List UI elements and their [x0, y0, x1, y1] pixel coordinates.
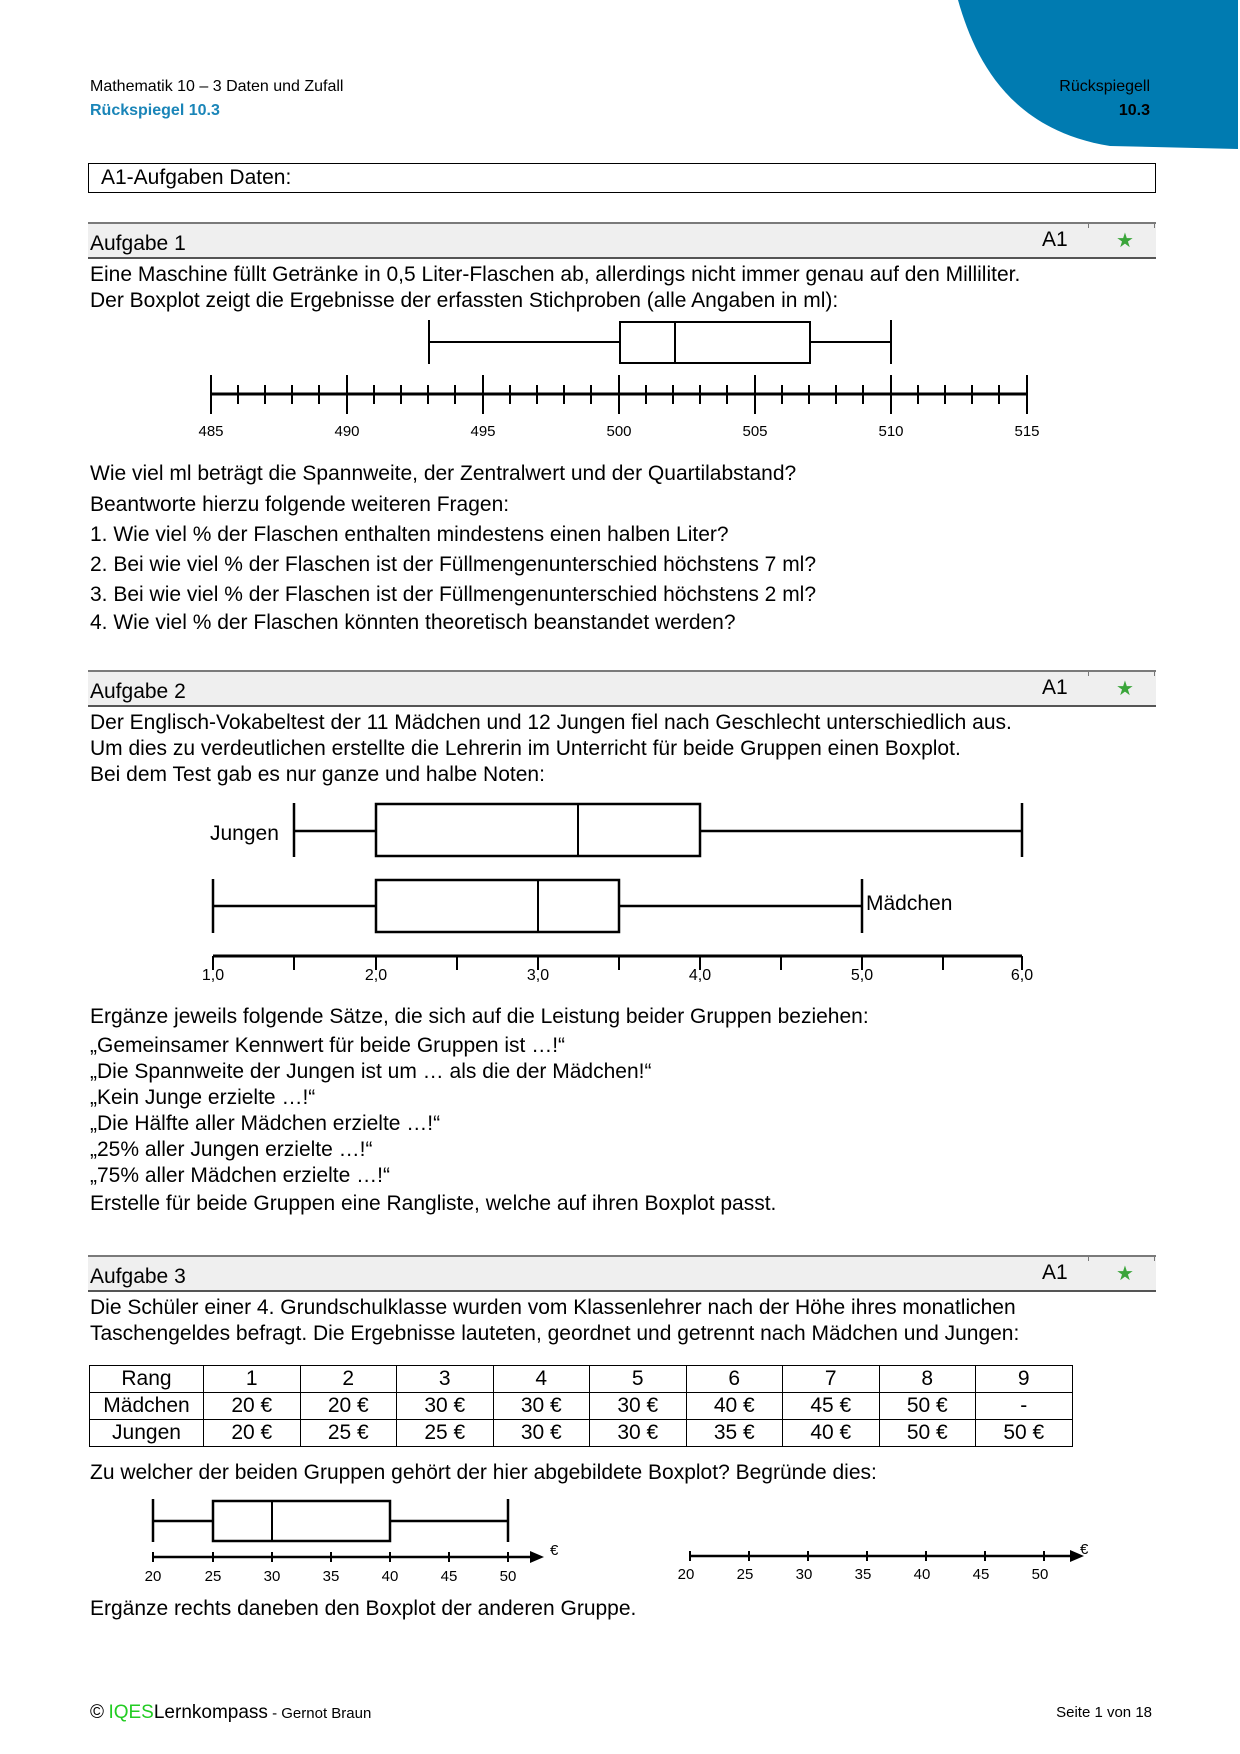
table-row [90, 1393, 1073, 1420]
tick-label: 510 [878, 423, 904, 440]
section-title: A1-Aufgaben Daten: [88, 163, 1156, 193]
task-1-question: 4. Wie viel % der Flaschen könnten theoretisch beanstandet werden? [90, 611, 736, 634]
tick-label: 515 [1014, 423, 1040, 440]
star-icon: ★ [1116, 678, 1134, 700]
tick-label: 495 [470, 423, 496, 440]
task-3-final: Ergänze rechts daneben den Boxplot der anderen Gruppe. [90, 1597, 637, 1620]
page-number: Seite 1 von 18 [1056, 1704, 1152, 1721]
table-cell: 50 € [976, 1420, 1073, 1447]
level-badge: A1 [1042, 676, 1068, 699]
tick-label: 25 [736, 1566, 754, 1583]
table-cell: 7 [783, 1366, 880, 1393]
tick-label: 5,0 [850, 967, 874, 984]
table-cell: Mädchen [90, 1393, 204, 1420]
task-title: Aufgabe 1 [90, 232, 186, 255]
task-3-question: Zu welcher der beiden Gruppen gehört der hier abgebildete Boxplot? Begründe dies: [90, 1461, 877, 1484]
table-cell: 4 [493, 1366, 590, 1393]
table-cell: 30 € [397, 1393, 494, 1420]
tick-label: 3,0 [526, 967, 550, 984]
task-2-intro-2: Um dies zu verdeutlichen erstellte die Lehrerin im Unterricht für beide Gruppen einen Boxplot. [90, 737, 961, 760]
tick-label: 45 [972, 1566, 990, 1583]
tick-label: 30 [795, 1566, 813, 1583]
tick-label: 50 [499, 1568, 517, 1585]
table-cell: 3 [397, 1366, 494, 1393]
tick-label: 1,0 [201, 967, 225, 984]
tick-label: 6,0 [1010, 967, 1034, 984]
divider [1154, 672, 1155, 676]
corner-label: Rückspiegell [1059, 78, 1150, 95]
task-1-question: Beantworte hierzu folgende weiteren Fragen: [90, 493, 510, 516]
label-jungen: Jungen [210, 822, 279, 845]
tick-label: 40 [381, 1568, 399, 1585]
table-cell: 50 € [879, 1420, 976, 1447]
table-cell: 40 € [783, 1420, 880, 1447]
brand-iqes: IQES [108, 1702, 154, 1723]
table-cell: 50 € [879, 1393, 976, 1420]
task-1-intro-2: Der Boxplot zeigt die Ergebnisse der erfassten Stichproben (alle Angaben in ml): [90, 289, 839, 312]
task-2-intro-3: Bei dem Test gab es nur ganze und halbe Noten: [90, 763, 545, 786]
tick-label: 25 [204, 1568, 222, 1585]
tick-label: 500 [606, 423, 632, 440]
table-cell: 30 € [493, 1393, 590, 1420]
brand-lernkompass: Lernkompass [153, 1702, 268, 1723]
task-1-question: 3. Bei wie viel % der Flaschen ist der Füllmengenunterschied höchstens 2 ml? [90, 583, 817, 606]
tick-label: 35 [322, 1568, 340, 1585]
tick-label: 30 [263, 1568, 281, 1585]
task-2-question: Ergänze jeweils folgende Sätze, die sich auf die Leistung beider Gruppen beziehen: [90, 1005, 869, 1028]
task-2-question: Erstelle für beide Gruppen eine Rangliste, welche auf ihren Boxplot passt. [90, 1192, 777, 1215]
task-2-question: „Gemeinsamer Kennwert für beide Gruppen ist …!“ [90, 1034, 566, 1057]
divider [1088, 1257, 1089, 1261]
task-2-question: „Die Spannweite der Jungen ist um … als die der Mädchen!“ [90, 1060, 652, 1083]
table-cell: 5 [590, 1366, 687, 1393]
table-cell: 20 € [204, 1393, 301, 1420]
tick-label: 20 [144, 1568, 162, 1585]
task-2-question: „25% aller Jungen erzielte …!“ [90, 1138, 373, 1161]
task-2-question: „75% aller Mädchen erzielte …!“ [90, 1164, 390, 1187]
tick-label: 505 [742, 423, 768, 440]
task-1-question: Wie viel ml beträgt die Spannweite, der Zentralwert und der Quartilabstand? [90, 462, 797, 485]
task-1-intro-1: Eine Maschine füllt Getränke in 0,5 Liter-Flaschen ab, allerdings nicht immer genau auf den Milliliter. [90, 263, 1021, 286]
task-2-question: „Die Hälfte aller Mädchen erzielte …!“ [90, 1112, 441, 1135]
table-cell: 30 € [493, 1420, 590, 1447]
boxplot-pocket-money [0, 1490, 1240, 1590]
table-cell: 8 [879, 1366, 976, 1393]
task-1-question: 1. Wie viel % der Flaschen enthalten mindestens einen halben Liter? [90, 523, 729, 546]
table-cell: 30 € [590, 1393, 687, 1420]
task-3-intro-1: Die Schüler einer 4. Grundschulklasse wurden vom Klassenlehrer nach der Höhe ihres monatlichen [90, 1296, 1016, 1319]
boxplot-grades [0, 780, 1240, 1000]
tick-label: 35 [854, 1566, 872, 1583]
star-icon: ★ [1116, 1263, 1134, 1285]
task-2-intro-1: Der Englisch-Vokabeltest der 11 Mädchen und 12 Jungen fiel nach Geschlecht unterschiedlich aus. [90, 711, 1012, 734]
table-cell: 30 € [590, 1420, 687, 1447]
footer-brand [90, 1703, 371, 1724]
tick-label: 2,0 [364, 967, 388, 984]
table-cell: 40 € [686, 1393, 783, 1420]
author: - Gernot Braun [267, 1705, 372, 1722]
task-title: Aufgabe 3 [90, 1265, 186, 1288]
tick-label: 4,0 [688, 967, 712, 984]
tick-label: 20 [677, 1566, 695, 1583]
table-cell: 20 € [204, 1420, 301, 1447]
table-cell: 9 [976, 1366, 1073, 1393]
task-2-header [88, 670, 1156, 707]
corner-number: 10.3 [1118, 102, 1150, 119]
table-cell: - [976, 1393, 1073, 1420]
table-cell: 25 € [397, 1420, 494, 1447]
table-cell: Jungen [90, 1420, 204, 1447]
level-badge: A1 [1042, 228, 1068, 251]
divider [1154, 1257, 1155, 1261]
tick-label: 485 [198, 423, 224, 440]
table-header-row [90, 1366, 1073, 1393]
tick-label: 40 [913, 1566, 931, 1583]
tick-label: 50 [1031, 1566, 1049, 1583]
tick-label: 490 [334, 423, 360, 440]
table-row [90, 1420, 1073, 1447]
divider [1088, 672, 1089, 676]
task-3-intro-2: Taschengeldes befragt. Die Ergebnisse lauteten, geordnet und getrennt nach Mädchen und Jungen: [90, 1322, 1020, 1345]
tick-label: 45 [440, 1568, 458, 1585]
axis-unit: € [1080, 1541, 1089, 1558]
table-cell: 6 [686, 1366, 783, 1393]
star-icon: ★ [1116, 230, 1134, 252]
table-cell: 25 € [300, 1420, 397, 1447]
level-badge: A1 [1042, 1261, 1068, 1284]
axis-unit: € [550, 1542, 559, 1559]
boxplot-fill-volume [0, 0, 1240, 450]
table-cell: 45 € [783, 1393, 880, 1420]
worksheet-subtitle: Rückspiegel 10.3 [90, 102, 220, 119]
task-1-question: 2. Bei wie viel % der Flaschen ist der Füllmengenunterschied höchstens 7 ml? [90, 553, 817, 576]
table-cell: 1 [204, 1366, 301, 1393]
task-title: Aufgabe 2 [90, 680, 186, 703]
label-maedchen: Mädchen [866, 892, 953, 915]
course-title: Mathematik 10 – 3 Daten und Zufall [90, 78, 344, 95]
copyright-icon: © [90, 1702, 104, 1723]
table-cell: Rang [90, 1366, 204, 1393]
table-cell: 35 € [686, 1420, 783, 1447]
table-cell: 2 [300, 1366, 397, 1393]
task-2-question: „Kein Junge erzielte …!“ [90, 1086, 316, 1109]
task-3-header [88, 1255, 1156, 1292]
pocket-money-table [89, 1365, 1073, 1447]
table-cell: 20 € [300, 1393, 397, 1420]
